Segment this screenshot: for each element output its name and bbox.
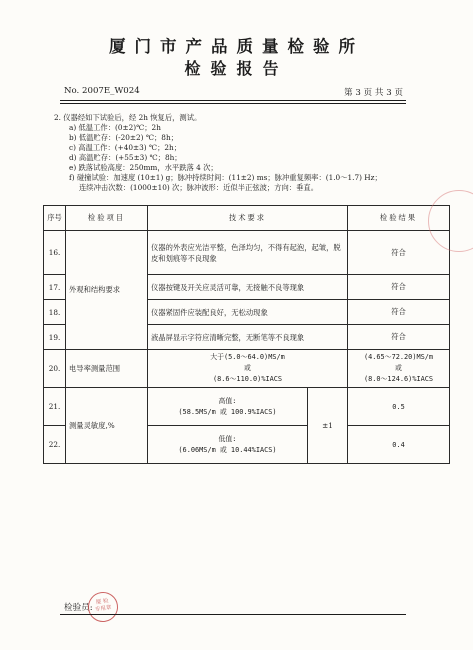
inspection-table — [43, 205, 450, 464]
tolerance-value: ±1 — [308, 388, 348, 464]
table-row — [44, 350, 450, 388]
row-result: 0.4 — [348, 426, 450, 464]
result-line: 或 — [395, 364, 402, 372]
inspector-stamp: 厦 检 专用章 — [86, 590, 120, 624]
page-info: 第 3 页 共 3 页 — [344, 88, 403, 98]
row-number: 18. — [44, 300, 66, 325]
table-row — [44, 231, 450, 275]
condition-item-continued: 连续冲击次数：(1000±10) 次；脉冲波形：近似半正弦波；方向：垂直。 — [79, 183, 318, 192]
result-line: (4.65～72.20)MS/m — [363, 353, 434, 361]
conditions-intro: 2. 仪器经如下试验后，经 2h 恢复后，测试。 — [54, 113, 202, 122]
item-sensitivity: 测量灵敏度,% — [66, 388, 148, 464]
document-number: No. 2007E_W024 — [64, 86, 140, 96]
row-requirement — [148, 350, 348, 388]
row-result: 符合 — [348, 300, 450, 325]
row-result: 符合 — [348, 231, 450, 275]
req-line: (6.06MS/m 或 10.44%IACS) — [178, 445, 277, 454]
row-number: 19. — [44, 325, 66, 350]
row-requirement: 仪器的外表应光洁平整，色泽均匀，不得有起泡，起皱，脱皮和划痕等不良现象 — [148, 231, 348, 275]
item-appearance: 外观和结构要求 — [66, 231, 148, 350]
table-header-row — [44, 206, 450, 231]
test-conditions — [55, 113, 415, 193]
condition-item: e) 跌落试验高度：250mm，水平跌落 4 次； — [69, 163, 218, 172]
req-line: 高值: — [218, 396, 237, 405]
row-result: 符合 — [348, 325, 450, 350]
req-line: (8.6～110.0)%IACS — [212, 375, 283, 383]
condition-item: f) 碰撞试验：加速度 (10±1) g；脉冲持续时间：(11±2) ms；脉冲重复频率：(1.0～1.7) Hz； — [69, 173, 382, 182]
footer-rule — [60, 614, 406, 615]
institute-title: 厦门市产品质量检验所 — [109, 37, 364, 56]
row-number: 17. — [44, 275, 66, 300]
row-result: 符合 — [348, 275, 450, 300]
inspector-label: 检验员: — [64, 603, 93, 613]
report-title: 检验报告 — [184, 59, 289, 78]
row-result: 0.5 — [348, 388, 450, 426]
req-line: 大于(5.0～64.0)MS/m — [210, 353, 285, 361]
row-requirement — [148, 426, 308, 464]
row-result — [348, 350, 450, 388]
row-requirement: 液晶屏显示字符应清晰完整，无断笔等不良现象 — [148, 325, 348, 350]
row-number: 22. — [44, 426, 66, 464]
req-line: 低值: — [218, 434, 237, 443]
header-item: 检验项目 — [66, 206, 148, 231]
row-requirement: 仪器按键及开关应灵活可靠，无接触不良等现象 — [148, 275, 348, 300]
item-conductivity-range: 电导率测量范围 — [66, 350, 148, 388]
req-line: (58.5MS/m 或 100.9%IACS) — [178, 407, 277, 416]
table-row — [44, 388, 450, 426]
header-rule-thick — [60, 100, 406, 101]
header-requirement: 技术要求 — [148, 206, 348, 231]
row-requirement: 仪器紧固件应装配良好，无松动现象 — [148, 300, 348, 325]
row-number: 20. — [44, 350, 66, 388]
row-number: 16. — [44, 231, 66, 275]
condition-item: a) 低温工作：(0±2)℃；2h — [69, 123, 161, 132]
row-number: 21. — [44, 388, 66, 426]
result-line: (8.0～124.6)%IACS — [363, 375, 434, 383]
header-result: 检验结果 — [348, 206, 450, 231]
header-rule-thin — [60, 103, 406, 104]
req-line: 或 — [244, 364, 251, 372]
condition-item: d) 高温贮存：(+55±3) ℃；8h； — [69, 153, 182, 162]
condition-item: c) 高温工作：(+40±3) ℃；2h； — [69, 143, 182, 152]
row-requirement — [148, 388, 308, 426]
condition-item: b) 低温贮存：(-20±2) ℃；8h； — [69, 133, 178, 142]
header-no: 序号 — [44, 206, 66, 231]
